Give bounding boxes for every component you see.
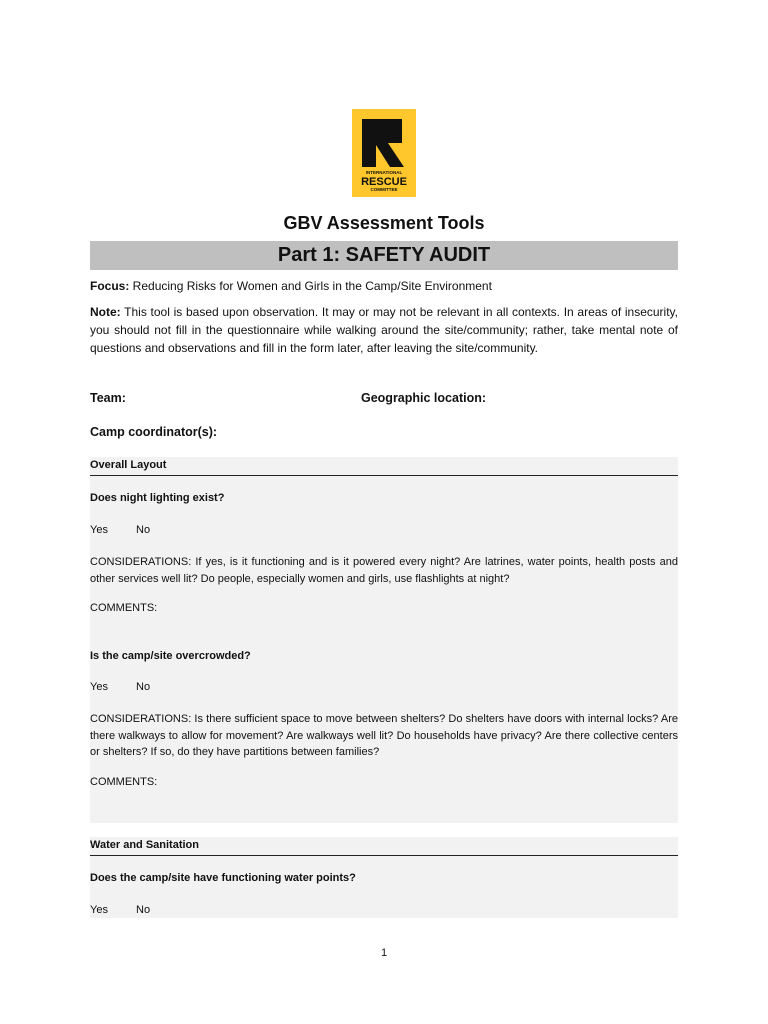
section-title: Overall Layout xyxy=(90,457,678,476)
team-field-label: Team: xyxy=(90,391,126,405)
geographic-location-label: Geographic location: xyxy=(361,391,487,405)
irc-logo-mark xyxy=(352,109,416,197)
considerations-text: CONSIDERATIONS: Is there sufficient space to move between shelters? Do shelters have doors with internal locks? Are there walkways to allow for movement? Are walkways well lit? Do households have privacy? Are there collective centers or shelters? If so, do they have partitions between families? xyxy=(90,713,678,758)
focus-text: Reducing Risks for Women and Girls in the Camp/Site Environment xyxy=(129,279,492,293)
note-label: Note: xyxy=(90,305,121,319)
logo-line2: RESCUE xyxy=(361,176,407,188)
question-water-points: Does the camp/site have functioning water points? xyxy=(90,872,356,884)
option-no[interactable]: No xyxy=(136,681,151,693)
camp-coordinators-label: Camp coordinator(s): xyxy=(90,425,218,439)
yes-no-options xyxy=(90,681,150,693)
part-title: Part 1: SAFETY AUDIT xyxy=(277,244,491,266)
comments-label: COMMENTS: xyxy=(90,776,158,788)
logo-line1: INTERNATIONAL xyxy=(365,170,403,175)
comments-label: COMMENTS: xyxy=(90,602,158,614)
question-overcrowded: Is the camp/site overcrowded? xyxy=(90,650,251,662)
yes-no-options xyxy=(90,524,150,536)
focus-line xyxy=(90,277,678,295)
option-yes[interactable]: Yes xyxy=(90,681,108,693)
note-paragraph xyxy=(90,303,678,357)
yes-no-options xyxy=(90,904,150,916)
note-text: This tool is based upon observation. It may or may not be relevant in all contexts. In areas of insecurity, you should not fill in the questionnaire while walking around the site/community; rather, take mental note of questions and observations and fill in the form later, after leaving the site/community. xyxy=(90,305,678,355)
section-title: Water and Sanitation xyxy=(90,837,678,856)
part-title-bar xyxy=(90,241,678,270)
option-no[interactable]: No xyxy=(136,904,151,916)
considerations-text: CONSIDERATIONS: If yes, is it functioning and is it powered every night? Are latrines, water points, health posts and other services well lit? Do people, especially women and girls, use flashlights at night? xyxy=(90,556,678,585)
logo-line3: COMMITTEE xyxy=(370,187,398,192)
option-no[interactable]: No xyxy=(136,524,151,536)
focus-label: Focus: xyxy=(90,279,130,293)
option-yes[interactable]: Yes xyxy=(90,524,108,536)
page-number: 1 xyxy=(380,947,388,959)
option-yes[interactable]: Yes xyxy=(90,904,108,916)
section-overall-layout xyxy=(90,457,678,823)
section-water-sanitation xyxy=(90,837,678,918)
question-night-lighting: Does night lighting exist? xyxy=(90,492,225,504)
irc-logo xyxy=(352,109,416,197)
document-title: GBV Assessment Tools xyxy=(283,213,485,233)
